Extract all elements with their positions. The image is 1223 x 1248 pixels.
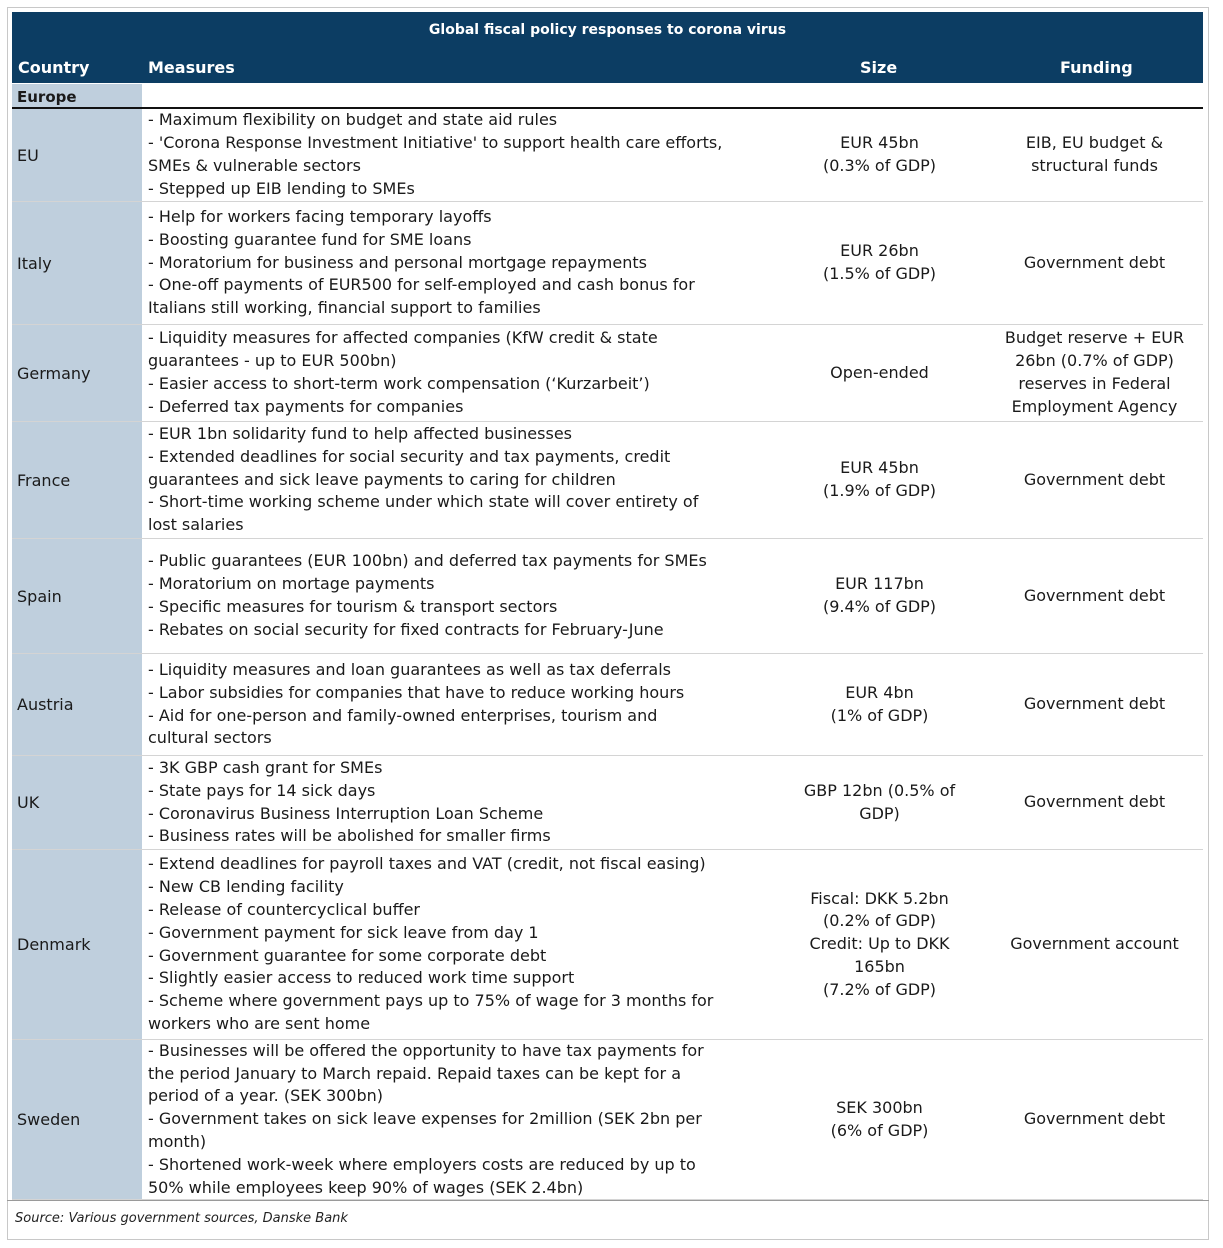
size-line: (1.9% of GDP) [822,481,937,500]
measure-line: 50% while employees keep 90% of wages (SEK 2.4bn) [148,1177,584,1197]
funding-line: Budget reserve + EUR [1004,328,1185,348]
measure-line: month) [148,1131,207,1151]
measures-cell [148,109,788,201]
measure-line: - Slightly easier access to reduced work time support [148,968,575,988]
measure-line: - Boosting guarantee fund for SME loans [148,229,472,249]
table-title [12,12,1203,48]
funding-line: Government debt [1023,585,1166,605]
funding-cell [988,1040,1201,1199]
size-cell [782,202,977,324]
size-line: GDP) [859,803,900,823]
size-line: Fiscal: DKK 5.2bn [810,888,949,908]
measure-line: - Release of countercyclical buffer [148,899,421,919]
table-row [12,654,1203,756]
measure-line: - Liquidity measures for affected companies (KfW credit & state [148,328,658,348]
measures-cell [148,756,788,849]
funding-cell [988,539,1201,653]
size-line: (9.4% of GDP) [822,597,937,616]
size-line: EUR 117bn [835,574,924,594]
measure-line: - Extend deadlines for payroll taxes and VAT (credit, not fiscal easing) [148,854,706,874]
measure-line: - Labor subsidies for companies that have to reduce working hours [148,682,685,702]
measures-cell [148,325,788,421]
funding-cell [988,202,1201,324]
header-size: Size [860,58,898,77]
country-cell: France [12,422,142,538]
measure-line: - Maximum flexibility on budget and state aid rules [148,110,558,130]
measure-line: - Stepped up EIB lending to SMEs [148,178,415,198]
measure-line: - Liquidity measures and loan guarantees as well as tax deferrals [148,659,671,679]
country-cell: Denmark [12,850,142,1039]
measure-line: cultural sectors [148,728,272,748]
measure-line: - Scheme where government pays up to 75% of wage for 3 months for [148,991,714,1011]
measure-line: - Public guarantees (EUR 100bn) and deferred tax payments for SMEs [148,551,707,571]
measure-line: - Government payment for sick leave from day 1 [148,922,539,942]
table-row [12,202,1203,325]
section-row-europe [12,84,1203,108]
funding-cell [988,850,1201,1039]
measure-line: - 'Corona Response Investment Initiative' to support health care efforts, [148,133,723,153]
size-line: EUR 26bn [840,241,919,261]
measure-line: - Extended deadlines for social security and tax payments, credit [148,446,671,466]
size-line: (6% of GDP) [830,1120,929,1140]
header-country: Country [18,58,90,77]
measure-line: - Businesses will be offered the opportunity to have tax payments for [148,1040,704,1060]
measure-line: the period January to March repaid. Repaid taxes can be kept for a [148,1063,682,1083]
size-cell [782,325,977,421]
country-cell: Sweden [12,1040,142,1199]
table-row [12,850,1203,1040]
country-cell: Germany [12,325,142,421]
measures-cell [148,539,788,653]
size-line: Open-ended [830,362,929,382]
funding-line: Government debt [1023,694,1166,714]
funding-cell [988,422,1201,538]
measure-line: guarantees and sick leave payments to caring for children [148,469,616,489]
country-cell: EU [12,109,142,201]
size-cell [782,422,977,538]
country-cell: Italy [12,202,142,324]
table-title-text: Global fiscal policy responses to corona virus [428,22,787,38]
measure-line: - Government takes on sick leave expenses for 2million (SEK 2bn per [148,1109,702,1129]
funding-cell [988,325,1201,421]
size-line: EUR 45bn [840,458,919,478]
measure-line: - Aid for one-person and family-owned enterprises, tourism and [148,705,658,725]
funding-line: Government debt [1023,469,1166,489]
size-line: (1.5% of GDP) [822,264,937,283]
size-line: (0.3% of GDP) [822,156,937,175]
funding-cell [988,109,1201,201]
size-cell [782,654,977,755]
size-line: (0.2% of GDP) [822,911,937,931]
size-cell [782,539,977,653]
size-cell [782,756,977,849]
funding-line: Government debt [1023,1109,1166,1129]
measure-line: SMEs & vulnerable sectors [148,156,361,175]
funding-cell [988,756,1201,849]
measure-line: - Coronavirus Business Interruption Loan Scheme [148,803,544,823]
country-cell: Austria [12,654,142,755]
measure-line: workers who are sent home [148,1013,371,1033]
funding-line: Employment Agency [1011,396,1178,416]
size-line: (7.2% of GDP) [822,979,937,999]
measure-line: Italians still working, financial support to families [148,298,541,318]
measure-line: - Business rates will be abolished for smaller firms [148,826,551,846]
measure-line: - 3K GBP cash grant for SMEs [148,757,383,777]
size-line: Credit: Up to DKK [809,934,950,954]
measures-cell [148,850,788,1039]
table-row [12,539,1203,654]
measure-line: lost salaries [148,515,244,535]
source-note: Source: Various government sources, Danske Bank [15,1211,348,1226]
measures-cell [148,654,788,755]
measure-line: - Rebates on social security for fixed contracts for February-June [148,619,664,639]
size-line: GBP 12bn (0.5% of [803,780,956,800]
header-funding: Funding [1060,58,1133,77]
funding-line: EIB, EU budget & [1025,133,1164,153]
measure-line: - Shortened work-week where employers costs are reduced by up to [148,1154,696,1174]
table-row [12,109,1203,202]
funding-cell [988,654,1201,755]
country-cell: Spain [12,539,142,653]
column-header-row [12,48,1203,83]
header-measures: Measures [148,58,235,77]
measure-line: - Moratorium for business and personal mortgage repayments [148,252,647,272]
size-cell [782,1040,977,1199]
size-line: (1% of GDP) [830,705,929,725]
measure-line: guarantees - up to EUR 500bn) [148,351,397,371]
measures-cell [148,1040,788,1199]
size-cell [782,109,977,201]
measure-line: period of a year. (SEK 300bn) [148,1086,384,1106]
funding-line: Government debt [1023,252,1166,272]
funding-line: 26bn (0.7% of GDP) [1015,351,1174,371]
size-cell [782,850,977,1039]
measure-line: - State pays for 14 sick days [148,780,376,800]
size-line: EUR 45bn [840,133,919,153]
measure-line: - Specific measures for tourism & transport sectors [148,597,558,616]
size-line: EUR 4bn [845,682,914,702]
table-row [12,1040,1203,1200]
table-row [12,756,1203,850]
country-cell: UK [12,756,142,849]
measure-line: - Deferred tax payments for companies [148,396,464,416]
funding-line: structural funds [1031,156,1158,175]
measure-line: - Short-time working scheme under which state will cover entirety of [148,492,699,512]
funding-line: Government account [1010,934,1179,954]
size-line: SEK 300bn [836,1097,923,1117]
table-row [12,422,1203,539]
table-row [12,325,1203,422]
measures-cell [148,202,788,324]
table-bottom-rule [7,1200,1209,1201]
measure-line: - Easier access to short-term work compensation (‘Kurzarbeit’) [148,374,650,393]
measure-line: - Help for workers facing temporary layoffs [148,207,492,226]
measure-line: - Moratorium on mortage payments [148,574,435,594]
measure-line: - New CB lending facility [148,877,344,897]
size-line: 165bn [854,956,905,976]
measure-line: - One-off payments of EUR500 for self-employed and cash bonus for [148,275,695,295]
section-label: Europe [12,84,142,108]
measures-cell [148,422,788,538]
measure-line: - EUR 1bn solidarity fund to help affected businesses [148,424,572,443]
funding-line: reserves in Federal [1018,374,1171,393]
funding-line: Government debt [1023,792,1166,812]
measure-line: - Government guarantee for some corporate debt [148,945,547,965]
